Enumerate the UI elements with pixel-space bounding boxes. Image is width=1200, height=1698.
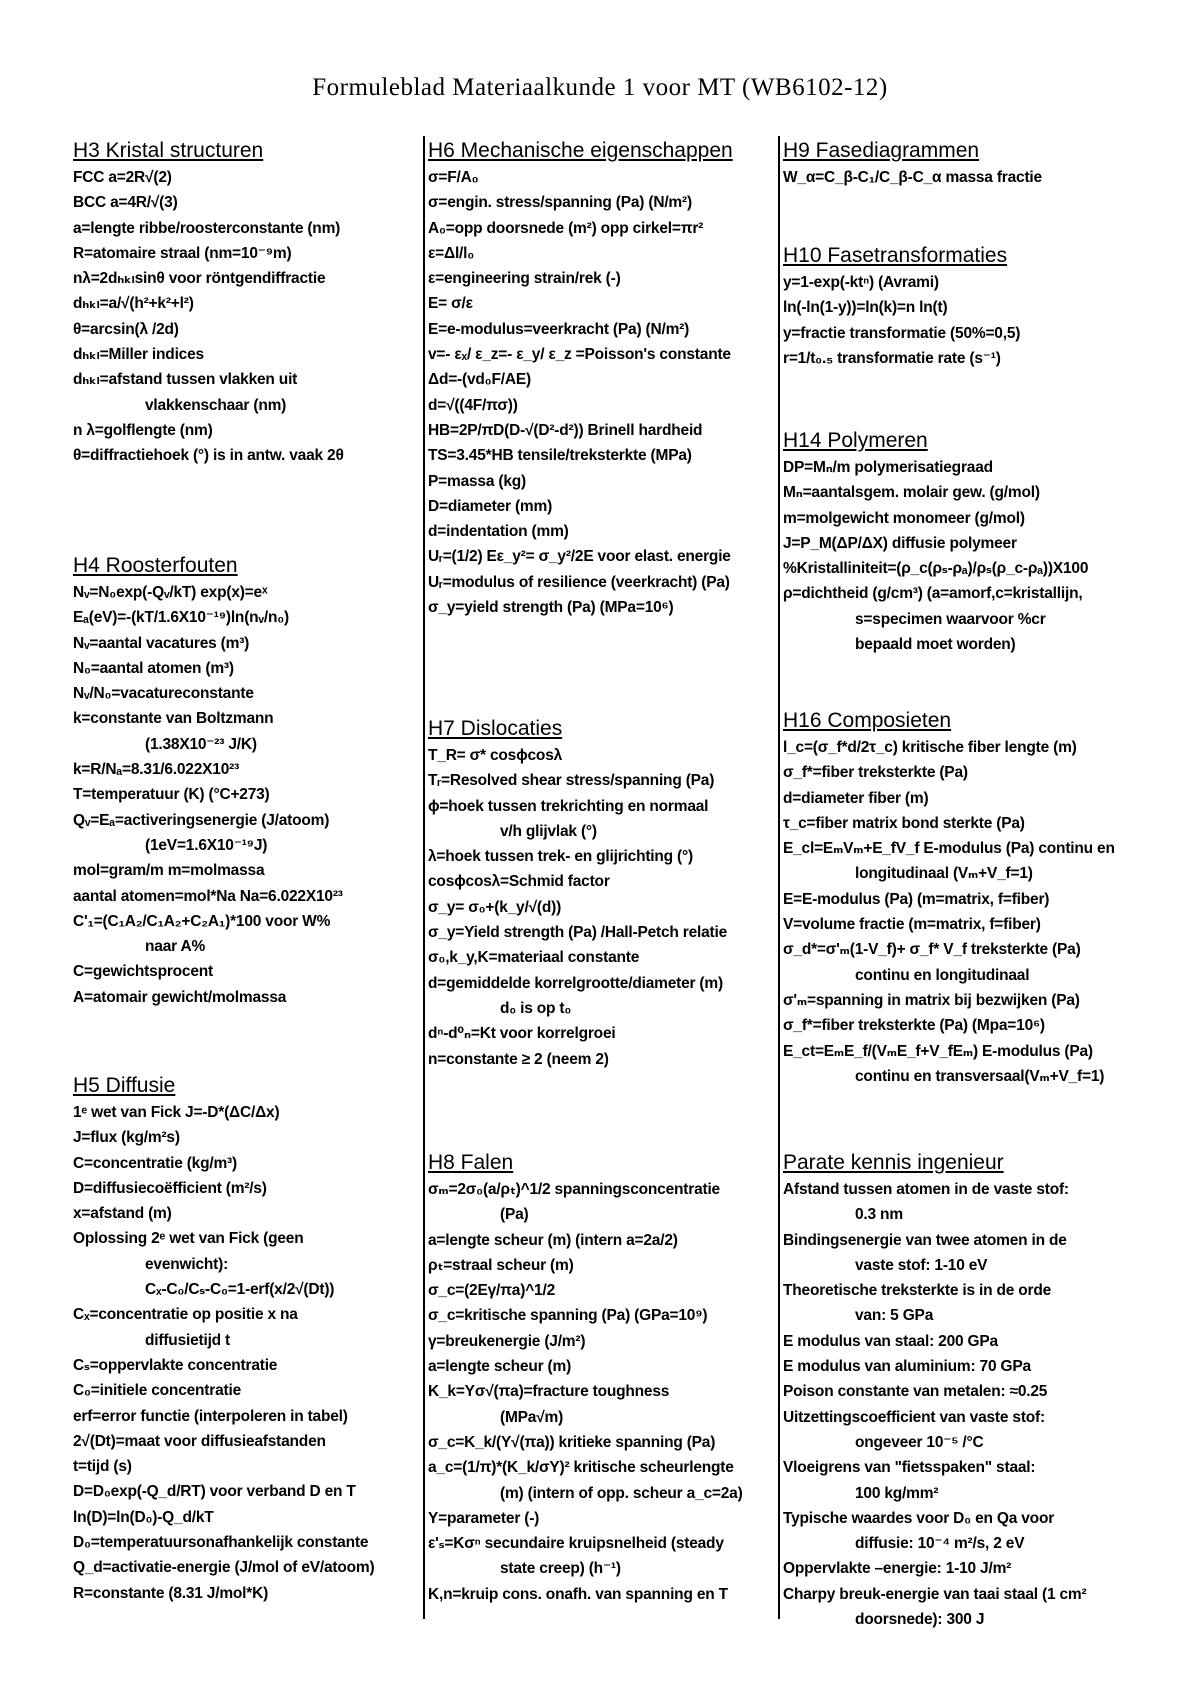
formula-line: r=1/t₀.₅ transformatie rate (s⁻¹) xyxy=(783,349,1001,367)
section-heading: H4 Roosterfouten xyxy=(73,554,238,577)
formula-line: 0.3 nm xyxy=(855,1206,903,1224)
formula-line: D=D₀exp(-Q_d/RT) voor verband D en T xyxy=(73,1483,356,1501)
formula-line: R=constante (8.31 J/mol*K) xyxy=(73,1584,269,1602)
formula-line: σ₀,k_y,K=materiaal constante xyxy=(428,949,640,967)
formula-line: J=flux (kg/m²s) xyxy=(73,1129,180,1147)
formula-line: ε'ₛ=Kσⁿ secundaire kruipsnelheid (steady xyxy=(428,1535,724,1553)
formula-line: λ=hoek tussen trek- en glijrichting (°) xyxy=(428,848,693,866)
formula-line: R=atomaire straal (nm=10⁻⁹m) xyxy=(73,244,292,262)
section-heading: H9 Fasediagrammen xyxy=(783,139,980,162)
formula-line: C=gewichtsprocent xyxy=(73,963,214,981)
formula-line: T_R= σ* cosɸcosλ xyxy=(428,747,563,764)
formula-line: ɸ=hoek tussen trekrichting en normaal xyxy=(428,797,709,815)
section-h4-roosterfouten xyxy=(73,553,418,1010)
formula-line: E_cl=EₘVₘ+E_fV_f E-modulus (Pa) continu en xyxy=(783,840,1115,858)
formula-line: Charpy breuk-energie van taai staal (1 cm² xyxy=(783,1585,1087,1603)
formula-line: HB=2P/πD(D-√(D²-d²)) Brinell hardheid xyxy=(428,421,703,439)
formula-line: Nᵥ=N₀exp(-Qᵥ/kT) exp(x)=eˣ xyxy=(73,584,268,601)
formula-line: d=gemiddelde korrelgrootte/diameter (m) xyxy=(428,974,723,992)
formula-line: C₀=initiele concentratie xyxy=(73,1382,242,1400)
formula-line: 1ᵉ wet van Fick J=-D*(ΔC/Δx) xyxy=(73,1104,280,1121)
formula-line: k=R/Nₐ=8.31/6.022X10²³ xyxy=(73,761,240,779)
formula-line: n=constante ≥ 2 (neem 2) xyxy=(428,1050,609,1068)
formula-line: nλ=2dₕₖₗsinθ voor röntgendiffractie xyxy=(73,270,326,288)
formula-line: van: 5 GPa xyxy=(855,1307,934,1325)
formula-line: Oppervlakte –energie: 1-10 J/m² xyxy=(783,1560,1012,1578)
formula-line: dₕₖₗ=a/√(h²+k²+l²) xyxy=(73,295,194,313)
column-divider xyxy=(423,136,425,1619)
section-h3-kristal-structuren xyxy=(73,138,418,469)
formula-line: a=lengte scheur (m) (intern a=2a/2) xyxy=(428,1231,678,1249)
formula-line: Y=parameter (-) xyxy=(428,1509,540,1527)
formula-line: σ'ₘ=spanning in matrix bij bezwijken (Pa) xyxy=(783,991,1080,1009)
formula-line: y=fractie transformatie (50%=0,5) xyxy=(783,324,1021,342)
formula-line: erf=error functie (interpoleren in tabel) xyxy=(73,1407,348,1425)
formula-line: Cₛ=oppervlakte concentratie xyxy=(73,1356,278,1374)
section-heading: H3 Kristal structuren xyxy=(73,139,264,162)
formula-line: t=tijd (s) xyxy=(73,1458,132,1476)
formula-line: dₕₖₗ=afstand tussen vlakken uit xyxy=(73,371,298,389)
section-h8-falen xyxy=(428,1150,778,1607)
section-heading: H10 Fasetransformaties xyxy=(783,244,1008,267)
formula-line: d=√((4F/πσ)) xyxy=(428,396,518,414)
formula-line: d=diameter fiber (m) xyxy=(783,789,929,807)
section-heading: Parate kennis ingenieur xyxy=(783,1151,1004,1174)
formula-line: Bindingsenergie van twee atomen in de xyxy=(783,1231,1067,1249)
formula-line: A=atomair gewicht/molmassa xyxy=(73,988,287,1006)
formula-line: dₕₖₗ=Miller indices xyxy=(73,346,204,364)
formula-line: D=diameter (mm) xyxy=(428,497,553,515)
formula-line: state creep) (h⁻¹) xyxy=(500,1560,621,1578)
formula-line: continu en longitudinaal xyxy=(855,966,1030,984)
formula-line: d=indentation (mm) xyxy=(428,523,569,541)
formula-line: σₘ=2σ₀(a/ρₜ)^1/2 spanningsconcentratie xyxy=(428,1181,720,1198)
section-h9-fasediagrammen xyxy=(783,138,1133,190)
formula-line: s=specimen waarvoor %cr xyxy=(855,610,1046,628)
formula-line: continu en transversaal(Vₘ+V_f=1) xyxy=(855,1067,1105,1085)
formula-line: v=- εₓ/ ε_z=- ε_y/ ε_z =Poisson's constante xyxy=(428,346,731,364)
formula-line: Poison constante van metalen: ≈0.25 xyxy=(783,1383,1048,1401)
formula-line: vaste stof: 1-10 eV xyxy=(855,1256,988,1274)
formula-line: aantal atomen=mol*Na Na=6.022X10²³ xyxy=(73,887,343,905)
formula-line: 100 kg/mm² xyxy=(855,1484,939,1502)
formula-line: l_c=(σ_f*d/2τ_c) kritische fiber lengte (m) xyxy=(783,739,1077,756)
formula-line: ρₜ=straal scheur (m) xyxy=(428,1256,574,1274)
formula-line: x=afstand (m) xyxy=(73,1205,172,1223)
formula-line: E=e-modulus=veerkracht (Pa) (N/m²) xyxy=(428,320,690,338)
formula-line: Theoretische treksterkte is in de orde xyxy=(783,1282,1052,1300)
section-h5-diffusie xyxy=(73,1073,418,1606)
formula-line: evenwicht): xyxy=(145,1255,229,1273)
formula-line: a=lengte ribbe/roosterconstante (nm) xyxy=(73,219,341,237)
formula-line: DP=Mₙ/m polymerisatiegraad xyxy=(783,459,993,476)
section-h14-polymeren xyxy=(783,428,1133,657)
formula-line: (MPa√m) xyxy=(500,1408,564,1426)
formula-line: longitudinaal (Vₘ+V_f=1) xyxy=(855,865,1033,883)
column-divider xyxy=(778,136,780,1619)
formula-line: γ=breukenergie (J/m²) xyxy=(428,1332,586,1350)
formula-line: Q_d=activatie-energie (J/mol of eV/atoom) xyxy=(73,1559,375,1577)
section-heading: H8 Falen xyxy=(428,1151,514,1174)
formula-line: E modulus van aluminium: 70 GPa xyxy=(783,1358,1031,1376)
formula-line: σ_y= σ₀+(k_y/√(d)) xyxy=(428,898,562,916)
formula-line: A₀=opp doorsnede (m²) opp cirkel=πr² xyxy=(428,219,704,237)
formula-line: (1eV=1.6X10⁻¹⁹J) xyxy=(145,836,268,854)
formula-line: Uitzettingscoefficient van vaste stof: xyxy=(783,1408,1045,1426)
formula-line: σ_c=K_k/(Y√(πa)) kritieke spanning (Pa) xyxy=(428,1433,716,1451)
formula-line: d₀ is op t₀ xyxy=(500,999,572,1017)
formula-line: K,n=kruip cons. onafh. van spanning en T xyxy=(428,1585,728,1603)
formula-line: n λ=golflengte (nm) xyxy=(73,421,213,439)
formula-line: cosɸcosλ=Schmid factor xyxy=(428,873,610,891)
formula-line: W_α=C_β-C₁/C_β-C_α massa fractie xyxy=(783,169,1042,186)
formula-line: Uᵣ=(1/2) Eε_y²= σ_y²/2E voor elast. energie xyxy=(428,548,731,566)
formula-line: K_k=Yσ√(πa)=fracture toughness xyxy=(428,1383,670,1401)
formula-line: σ=F/A₀ xyxy=(428,169,479,186)
formula-line: (Pa) xyxy=(500,1206,529,1224)
formula-line: ρ=dichtheid (g/cm³) (a=amorf,c=kristallijn, xyxy=(783,585,1083,603)
formula-line: ongeveer 10⁻⁵ /°C xyxy=(855,1433,984,1451)
formula-line: D=diffusiecoëfficient (m²/s) xyxy=(73,1179,267,1197)
formula-line: Typische waardes voor D₀ en Qa voor xyxy=(783,1509,1055,1527)
formula-line: doorsnede): 300 J xyxy=(855,1611,985,1629)
formula-line: ε=Δl/l₀ xyxy=(428,244,475,262)
formula-line: BCC a=4R/√(3) xyxy=(73,194,178,212)
formula-line: ε=engineering strain/rek (-) xyxy=(428,270,621,288)
formula-line: ln(D)=ln(D₀)-Q_d/kT xyxy=(73,1508,214,1526)
formula-line: 2√(Dt)=maat voor diffusieafstanden xyxy=(73,1432,326,1450)
formula-line: θ=arcsin(λ /2d) xyxy=(73,320,179,338)
formula-line: σ_y=yield strength (Pa) (MPa=10⁶) xyxy=(428,599,674,617)
formula-line: bepaald moet worden) xyxy=(855,636,1016,654)
formula-line: naar A% xyxy=(145,938,206,956)
formula-line: D₀=temperatuursonafhankelijk constante xyxy=(73,1534,369,1552)
formula-line: mol=gram/m m=molmassa xyxy=(73,862,265,880)
formula-line: m=molgewicht monomeer (g/mol) xyxy=(783,509,1025,527)
formula-line: diffusie: 10⁻⁴ m²/s, 2 eV xyxy=(855,1535,1025,1553)
formula-line: (1.38X10⁻²³ J/K) xyxy=(145,735,257,753)
formula-line: σ_c=(2Eγ/πa)^1/2 xyxy=(428,1282,555,1300)
formula-line: σ=engin. stress/spanning (Pa) (N/m²) xyxy=(428,194,692,212)
formula-line: Vloeigrens van "fietsspaken" staal: xyxy=(783,1459,1036,1477)
formula-line: T=temperatuur (K) (°C+273) xyxy=(73,786,270,804)
formula-line: vlakkenschaar (nm) xyxy=(145,396,287,414)
formula-line: σ_f*=fiber treksterkte (Pa) (Mpa=10⁶) xyxy=(783,1017,1045,1035)
section-h16-composieten xyxy=(783,708,1133,1089)
formula-line: σ_y=Yield strength (Pa) /Hall-Petch relatie xyxy=(428,924,728,942)
formula-line: Cₓ=concentratie op positie x na xyxy=(73,1306,298,1324)
section-parate-kennis-ingenieur xyxy=(783,1150,1133,1632)
formula-line: (m) (intern of opp. scheur a_c=2a) xyxy=(500,1484,743,1502)
formula-line: C=concentratie (kg/m³) xyxy=(73,1154,237,1172)
formula-line: C'₁=(C₁A₂/C₁A₂+C₂A₁)*100 voor W% xyxy=(73,912,331,930)
formula-line: y=1-exp(-ktⁿ) (Avrami) xyxy=(783,274,939,291)
formula-line: Mₙ=aantalsgem. molair gew. (g/mol) xyxy=(783,484,1040,502)
formula-line: Afstand tussen atomen in de vaste stof: xyxy=(783,1181,1069,1198)
formula-line: P=massa (kg) xyxy=(428,472,526,490)
formula-line: θ=diffractiehoek (°) is in antw. vaak 2θ xyxy=(73,447,344,465)
formula-line: Tᵣ=Resolved shear stress/spanning (Pa) xyxy=(428,772,715,790)
formula-line: v/h glijvlak (°) xyxy=(500,822,597,840)
formula-line: diffusietijd t xyxy=(145,1331,231,1349)
section-heading: H16 Composieten xyxy=(783,709,952,732)
section-heading: H5 Diffusie xyxy=(73,1074,176,1097)
section-h7-dislocaties xyxy=(428,716,778,1072)
formula-line: Eₐ(eV)=-(kT/1.6X10⁻¹⁹)ln(nᵥ/n₀) xyxy=(73,609,289,627)
formula-line: σ_c=kritische spanning (Pa) (GPa=10⁹) xyxy=(428,1307,708,1325)
formula-line: %Kristalliniteit=(ρ_c(ρₛ-ρₐ)/ρₛ(ρ_c-ρₐ))X100 xyxy=(783,560,1089,578)
formula-line: ln(-ln(1-y))=ln(k)=n ln(t) xyxy=(783,299,948,317)
formula-line: τ_c=fiber matrix bond sterkte (Pa) xyxy=(783,814,1025,832)
section-h10-fasetransformaties xyxy=(783,243,1133,371)
formula-line: Uᵣ=modulus of resilience (veerkracht) (Pa) xyxy=(428,573,730,591)
formula-line: E=E-modulus (Pa) (m=matrix, f=fiber) xyxy=(783,890,1050,908)
formula-line: Cₓ-C₀/Cₛ-C₀=1-erf(x/2√(Dt)) xyxy=(145,1281,335,1299)
formula-line: Nᵥ=aantal vacatures (m³) xyxy=(73,634,250,652)
formula-line: FCC a=2R√(2) xyxy=(73,169,172,186)
section-h6-mechanische-eigenschappen xyxy=(428,138,778,620)
formula-line: dⁿ-d⁰ₙ=Kt voor korrelgroei xyxy=(428,1025,616,1043)
formula-line: Nᵥ/N₀=vacatureconstante xyxy=(73,685,254,703)
section-heading: H7 Dislocaties xyxy=(428,717,563,740)
formula-line: E_ct=EₘE_f/(VₘE_f+V_fEₘ) E-modulus (Pa) xyxy=(783,1042,1093,1060)
section-heading: H14 Polymeren xyxy=(783,429,928,452)
formula-line: E= σ/ε xyxy=(428,295,473,313)
formula-line: a=lengte scheur (m) xyxy=(428,1358,572,1376)
formula-line: σ_d*=σ'ₘ(1-V_f)+ σ_f* V_f treksterkte (Pa) xyxy=(783,941,1081,959)
formula-line: a_c=(1/π)*(K_k/σY)² kritische scheurlengte xyxy=(428,1459,734,1477)
formula-line: J=P_M(ΔP/ΔX) diffusie polymeer xyxy=(783,534,1017,552)
formula-line: Oplossing 2ᵉ wet van Fick (geen xyxy=(73,1230,304,1248)
formula-line: N₀=aantal atomen (m³) xyxy=(73,659,234,677)
formula-line: E modulus van staal: 200 GPa xyxy=(783,1332,998,1350)
formula-line: k=constante van Boltzmann xyxy=(73,710,274,728)
formula-line: TS=3.45*HB tensile/treksterkte (MPa) xyxy=(428,447,692,465)
page-title: Formuleblad Materiaalkunde 1 voor MT (WB6102-12) xyxy=(312,74,888,101)
section-heading: H6 Mechanische eigenschappen xyxy=(428,139,733,162)
formula-line: σ_f*=fiber treksterkte (Pa) xyxy=(783,764,968,782)
formula-line: Δd=-(vd₀F/AE) xyxy=(428,371,531,389)
formula-line: V=volume fractie (m=matrix, f=fiber) xyxy=(783,916,1041,934)
formula-line: Qᵥ=Eₐ=activeringsenergie (J/atoom) xyxy=(73,811,330,829)
